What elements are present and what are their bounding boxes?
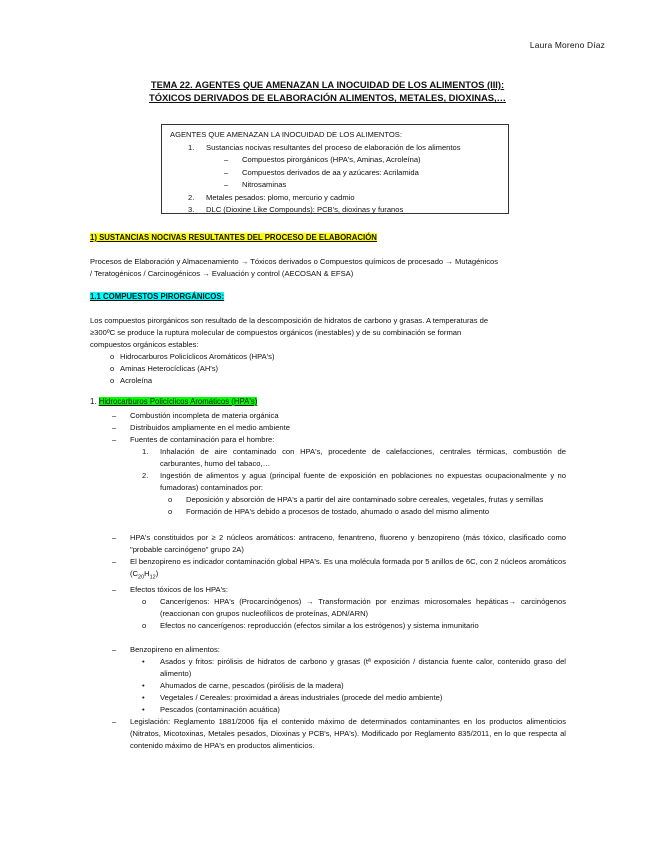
section-1-1-paragraph: Los compuestos pirorgánicos son resultado de la descomposición de hidratos de carbono y grasas. A temperaturas de ≥300ºC se produce la ruptura molecular de compuestos orgánicos (inestables) y de su combinación se forman compuestos orgánicos estables: [90, 316, 489, 349]
list-item: – Distribuidos ampliamente en el medio ambiente [112, 423, 290, 432]
list-item: – Combustión incompleta de materia orgánica [112, 411, 279, 420]
list-item: • Vegetales / Cereales: proximidad a áreas industriales (procede del medio ambiente) [142, 692, 443, 702]
hpa-list [90, 410, 566, 752]
list-item: – Fuentes de contaminación para el hombre: [112, 435, 275, 444]
hpa-heading: 1. Hidrocarburos Policíclicos Aromáticos (HPA's) [90, 397, 258, 406]
summary-box [161, 124, 509, 214]
list-item: 1. Inhalación de aire contaminado con HPA's, procedente de calefacciones, centrales térmicas, combustión de carburantes, humo del tabaco,… [142, 447, 566, 468]
summary-subitem-2: – Compuestos derivados de aa y azúcares: Acrilamida [224, 167, 419, 177]
compound-list [90, 351, 566, 387]
summary-item-3: 3. DLC (Dioxine Like Compounds): PCB's, dioxinas y furanos [188, 205, 404, 214]
list-item: o Deposición y absorción de HPA's a partir del aire contaminado sobre cereales, vegetales, frutas y semillas [168, 495, 544, 504]
section-1-heading: 1) SUSTANCIAS NOCIVAS RESULTANTES DEL PROCESO DE ELABORACIÓN [90, 233, 377, 242]
summary-heading: AGENTES QUE AMENAZAN LA INOCUIDAD DE LOS ALIMENTOS: [170, 130, 402, 139]
list-item: – El benzopireno es indicador contaminación global HPA's. Es una molécula formada por 5 anillos de 6C, con 2 núcleos aromáticos $(C_{20}H_{12})$ [112, 557, 566, 581]
summary-item-1: 1. Sustancias nocivas resultantes del proceso de elaboración de los alimentos [188, 142, 461, 152]
author-name: Laura Moreno Díaz [529, 40, 605, 50]
summary-item-2: 2. Metales pesados: plomo, mercurio y cadmio [188, 192, 355, 202]
list-item: • Asados y fritos: pirólisis de hidratos de carbono y grasas (tª exposición / distancia fuente calor, contenido graso del alimento) [142, 656, 566, 678]
summary-subitem-3: – Nitrosaminas [224, 180, 287, 189]
list-item: – Legislación: Reglamento 1881/2006 fija el contenido máximo de determinados contaminantes en los productos alimenticios (Nitratos, Micotoxinas, Metales pesados, Dioxinas y PCB's, HPA's). Modificado por Reglamento 835/2011, en lo que respecta al contenido máximo de HPA's en productos alimenticios. [112, 716, 566, 750]
section-1-paragraph: Procesos de Elaboración y Almacenamiento → Tóxicos derivados o Compuestos químicos de procesado → Mutagénicos / Teratogénicos / Carcinogénicos → Evaluación y control (AECOSAN & EFSA) [90, 257, 499, 278]
title-line-2: TÓXICOS DERIVADOS DE ELABORACIÓN ALIMENTOS, METALES, DIOXINAS,… [149, 92, 506, 103]
list-item: • Ahumados de carne, pescados (pirólisis de la madera) [142, 680, 344, 690]
list-item: o Formación de HPA's debido a procesos de tostado, ahumado o asado del mismo alimento [168, 507, 490, 516]
list-item: • Pescados (contaminación acuática) [142, 704, 280, 714]
list-item: o Efectos no cancerígenos: reproducción (efectos similar a los estrógenos) y sistema inmunitario [142, 620, 479, 630]
section-1-1-heading: 1.1 COMPUESTOS PIRORGÁNICOS: [90, 292, 225, 301]
list-item: o Acroleína [110, 376, 153, 385]
list-item: – Benzopireno en alimentos: [112, 644, 220, 654]
list-item: – HPA's constituidos por ≥ 2 núcleos aromáticos: antraceno, fenantreno, fluoreno y benzopireno (más tóxico, clasificado como "probable carcinógeno" grupo 2A) [112, 533, 566, 554]
title-line-1: TEMA 22. AGENTES QUE AMENAZAN LA INOCUIDAD DE LOS ALIMENTOS (III): [150, 79, 505, 90]
list-item: o Aminas Heterocíclicas (AH's) [110, 364, 219, 373]
list-item: o Cancerígenos: HPA's (Procarcinógenos) → Transformación por enzimas microsomales hepáticas→ carcinógenos (reaccionan con grupos nucleofílicos de proteínas, ADN/ARN) [142, 596, 566, 618]
list-item: 2. Ingestión de alimentos y agua (principal fuente de exposición en poblaciones no expuestas ocupacionalmente y no fumadoras) contaminados por: [142, 471, 566, 492]
list-item: – Efectos tóxicos de los HPA's: [112, 584, 228, 594]
document-title [0, 78, 655, 104]
summary-subitem-1: – Compuestos pirorgánicos (HPA's, Aminas, Acroleína) [224, 155, 421, 164]
list-item: o Hidrocarburos Policíclicos Aromáticos (HPA's) [110, 352, 275, 361]
